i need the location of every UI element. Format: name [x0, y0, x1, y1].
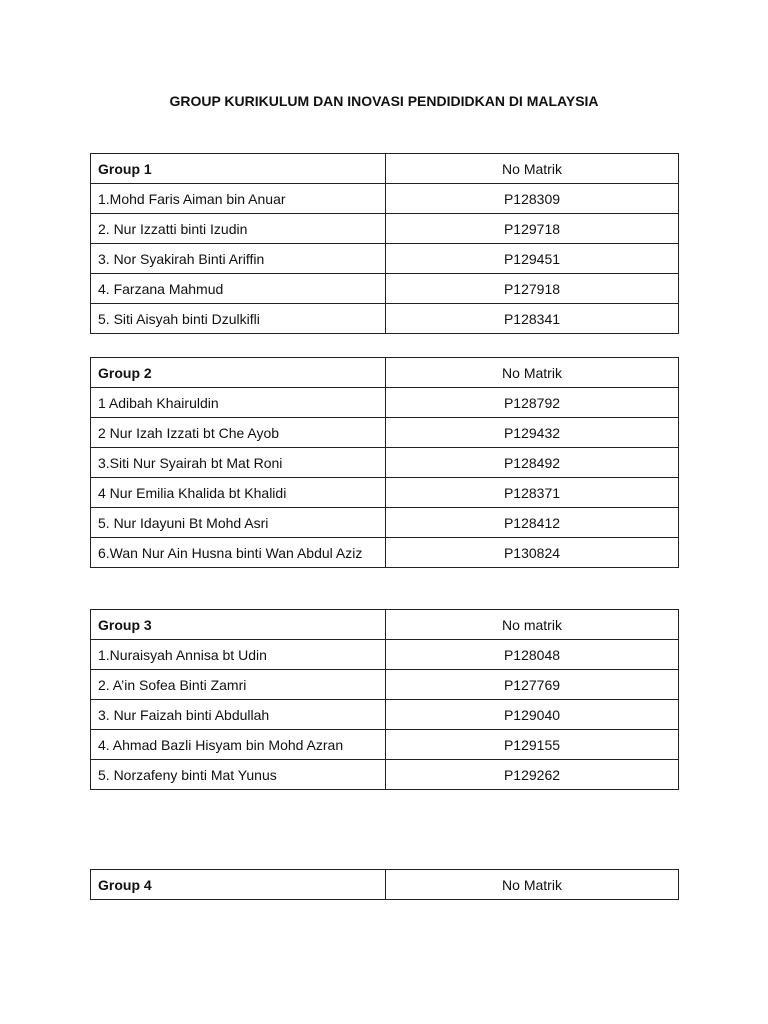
group-3-table — [90, 609, 679, 790]
member-name: 2. Nur Izzatti binti Izudin — [91, 214, 386, 244]
member-matrik: P127918 — [386, 274, 679, 304]
member-matrik: P130824 — [386, 538, 679, 568]
member-name: 1.Nuraisyah Annisa bt Udin — [91, 640, 386, 670]
matrik-header: No Matrik — [386, 870, 679, 900]
member-matrik: P128048 — [386, 640, 679, 670]
table-row — [91, 244, 679, 274]
member-name: 3. Nor Syakirah Binti Ariffin — [91, 244, 386, 274]
member-matrik: P128792 — [386, 388, 679, 418]
member-name: 4. Farzana Mahmud — [91, 274, 386, 304]
table-row — [91, 730, 679, 760]
group-label: Group 1 — [91, 154, 386, 184]
group-label: Group 3 — [91, 610, 386, 640]
member-name: 5. Norzafeny binti Mat Yunus — [91, 760, 386, 790]
member-name: 3. Nur Faizah binti Abdullah — [91, 700, 386, 730]
group-label: Group 2 — [91, 358, 386, 388]
member-name: 5. Nur Idayuni Bt Mohd Asri — [91, 508, 386, 538]
member-matrik: P129718 — [386, 214, 679, 244]
member-name: 4. Ahmad Bazli Hisyam bin Mohd Azran — [91, 730, 386, 760]
member-name: 3.Siti Nur Syairah bt Mat Roni — [91, 448, 386, 478]
table-header-row — [91, 610, 679, 640]
table-row — [91, 214, 679, 244]
table-row — [91, 760, 679, 790]
member-matrik: P128371 — [386, 478, 679, 508]
table-header-row — [91, 870, 679, 900]
member-matrik: P129155 — [386, 730, 679, 760]
table-row — [91, 640, 679, 670]
table-row — [91, 184, 679, 214]
table-row — [91, 478, 679, 508]
member-name: 6.Wan Nur Ain Husna binti Wan Abdul Aziz — [91, 538, 386, 568]
member-matrik: P128492 — [386, 448, 679, 478]
member-matrik: P129262 — [386, 760, 679, 790]
member-matrik: P128412 — [386, 508, 679, 538]
matrik-header: No Matrik — [386, 358, 679, 388]
table-row — [91, 388, 679, 418]
matrik-header: No matrik — [386, 610, 679, 640]
group-1-table — [90, 153, 679, 334]
table-row — [91, 538, 679, 568]
table-row — [91, 304, 679, 334]
member-name: 2 Nur Izah Izzati bt Che Ayob — [91, 418, 386, 448]
table-row — [91, 418, 679, 448]
table-row — [91, 700, 679, 730]
page-title: GROUP KURIKULUM DAN INOVASI PENDIDIDKAN DI MALAYSIA — [169, 93, 599, 109]
table-row — [91, 448, 679, 478]
member-name: 5. Siti Aisyah binti Dzulkifli — [91, 304, 386, 334]
table-row — [91, 508, 679, 538]
member-name: 4 Nur Emilia Khalida bt Khalidi — [91, 478, 386, 508]
member-name: 2. A’in Sofea Binti Zamri — [91, 670, 386, 700]
table-row — [91, 670, 679, 700]
table-header-row — [91, 358, 679, 388]
member-matrik: P129432 — [386, 418, 679, 448]
member-matrik: P128341 — [386, 304, 679, 334]
group-4-table — [90, 869, 679, 900]
member-name: 1.Mohd Faris Aiman bin Anuar — [91, 184, 386, 214]
member-matrik: P127769 — [386, 670, 679, 700]
member-matrik: P129040 — [386, 700, 679, 730]
matrik-header: No Matrik — [386, 154, 679, 184]
member-name: 1 Adibah Khairuldin — [91, 388, 386, 418]
member-matrik: P129451 — [386, 244, 679, 274]
table-row — [91, 274, 679, 304]
table-header-row — [91, 154, 679, 184]
group-label: Group 4 — [91, 870, 386, 900]
group-2-table — [90, 357, 679, 568]
member-matrik: P128309 — [386, 184, 679, 214]
